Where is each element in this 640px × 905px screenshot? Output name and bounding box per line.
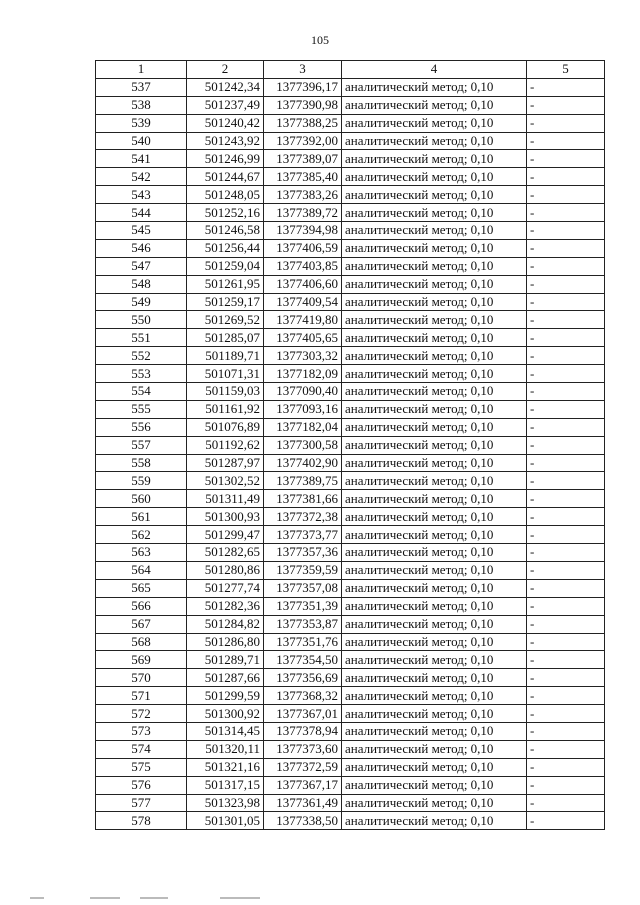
table-row <box>96 365 605 383</box>
table-cell: 1377392,00 <box>264 132 342 150</box>
table-cell: 1377388,25 <box>264 114 342 132</box>
table-cell: 501243,92 <box>187 132 264 150</box>
table-row <box>96 150 605 168</box>
table-row <box>96 114 605 132</box>
table-cell: - <box>527 168 605 186</box>
table-cell: аналитический метод; 0,10 <box>342 186 527 204</box>
table-cell: - <box>527 705 605 723</box>
table-row <box>96 794 605 812</box>
table-cell: 542 <box>96 168 187 186</box>
table-cell: аналитический метод; 0,10 <box>342 740 527 758</box>
table-cell: 576 <box>96 776 187 794</box>
table-cell: аналитический метод; 0,10 <box>342 526 527 544</box>
table-cell: 574 <box>96 740 187 758</box>
footer-scan-marks <box>30 897 330 901</box>
table-cell: - <box>527 579 605 597</box>
table-cell: 551 <box>96 329 187 347</box>
table-cell: аналитический метод; 0,10 <box>342 96 527 114</box>
table-cell: 1377381,66 <box>264 490 342 508</box>
table-cell: аналитический метод; 0,10 <box>342 257 527 275</box>
table-cell: 1377300,58 <box>264 436 342 454</box>
table-cell: 545 <box>96 222 187 240</box>
table-cell: 559 <box>96 472 187 490</box>
table-row <box>96 168 605 186</box>
table-cell: 501302,52 <box>187 472 264 490</box>
table-cell: 1377351,76 <box>264 633 342 651</box>
table-row <box>96 418 605 436</box>
table-cell: 1377357,08 <box>264 579 342 597</box>
table-cell: аналитический метод; 0,10 <box>342 669 527 687</box>
table-cell: 501287,97 <box>187 454 264 472</box>
table-cell: 1377402,90 <box>264 454 342 472</box>
table-cell: - <box>527 222 605 240</box>
table-row <box>96 239 605 257</box>
table-cell: аналитический метод; 0,10 <box>342 311 527 329</box>
table-cell: 578 <box>96 812 187 830</box>
table-cell: 501244,67 <box>187 168 264 186</box>
table-cell: 1377090,40 <box>264 383 342 401</box>
table-cell: аналитический метод; 0,10 <box>342 508 527 526</box>
table-cell: - <box>527 186 605 204</box>
table-cell: 501286,80 <box>187 633 264 651</box>
table-cell: аналитический метод; 0,10 <box>342 490 527 508</box>
table-cell: 501323,98 <box>187 794 264 812</box>
table-cell: аналитический метод; 0,10 <box>342 794 527 812</box>
table-row <box>96 186 605 204</box>
table-cell: 569 <box>96 651 187 669</box>
table-cell: 538 <box>96 96 187 114</box>
table-cell: - <box>527 472 605 490</box>
table-cell: 1377093,16 <box>264 400 342 418</box>
table-cell: 1377409,54 <box>264 293 342 311</box>
table-row <box>96 544 605 562</box>
table-cell: 501282,36 <box>187 597 264 615</box>
table-cell: 501277,74 <box>187 579 264 597</box>
table-cell: 501192,62 <box>187 436 264 454</box>
table-cell: 546 <box>96 239 187 257</box>
table-cell: 501299,47 <box>187 526 264 544</box>
table-cell: 577 <box>96 794 187 812</box>
table-cell: 558 <box>96 454 187 472</box>
table-cell: 1377367,01 <box>264 705 342 723</box>
table-cell: аналитический метод; 0,10 <box>342 168 527 186</box>
table-cell: аналитический метод; 0,10 <box>342 651 527 669</box>
table-cell: 548 <box>96 275 187 293</box>
table-cell: 1377372,38 <box>264 508 342 526</box>
table-cell: 501259,04 <box>187 257 264 275</box>
coordinates-table <box>95 60 605 830</box>
table-cell: - <box>527 150 605 168</box>
table-cell: аналитический метод; 0,10 <box>342 758 527 776</box>
table-cell: аналитический метод; 0,10 <box>342 597 527 615</box>
table-cell: 556 <box>96 418 187 436</box>
table-cell: 1377419,80 <box>264 311 342 329</box>
table-cell: 1377390,98 <box>264 96 342 114</box>
table-row <box>96 526 605 544</box>
table-cell: аналитический метод; 0,10 <box>342 383 527 401</box>
table-cell: 501320,11 <box>187 740 264 758</box>
table-cell: 567 <box>96 615 187 633</box>
table-cell: аналитический метод; 0,10 <box>342 347 527 365</box>
table-cell: 501237,49 <box>187 96 264 114</box>
table-cell: - <box>527 454 605 472</box>
table-cell: аналитический метод; 0,10 <box>342 78 527 96</box>
table-cell: 537 <box>96 78 187 96</box>
table-cell: 554 <box>96 383 187 401</box>
table-cell: - <box>527 293 605 311</box>
table-cell: 568 <box>96 633 187 651</box>
table-cell: аналитический метод; 0,10 <box>342 365 527 383</box>
table-cell: 573 <box>96 722 187 740</box>
table-cell: 501248,05 <box>187 186 264 204</box>
table-row <box>96 222 605 240</box>
table-cell: 561 <box>96 508 187 526</box>
table-cell: аналитический метод; 0,10 <box>342 275 527 293</box>
table-cell: 1377389,72 <box>264 204 342 222</box>
table-cell: - <box>527 383 605 401</box>
table-cell: 566 <box>96 597 187 615</box>
table-row <box>96 776 605 794</box>
table-cell: 501246,99 <box>187 150 264 168</box>
table-cell: - <box>527 311 605 329</box>
table-row <box>96 257 605 275</box>
table-cell: 1377353,87 <box>264 615 342 633</box>
column-header: 1 <box>96 61 187 79</box>
table-cell: аналитический метод; 0,10 <box>342 418 527 436</box>
table-cell: - <box>527 812 605 830</box>
table-cell: 501321,16 <box>187 758 264 776</box>
table-cell: - <box>527 275 605 293</box>
table-row <box>96 812 605 830</box>
table-cell: 501299,59 <box>187 687 264 705</box>
table-cell: - <box>527 132 605 150</box>
table-cell: - <box>527 722 605 740</box>
table-cell: 1377368,32 <box>264 687 342 705</box>
table-cell: 1377338,50 <box>264 812 342 830</box>
table-row <box>96 436 605 454</box>
table-cell: 564 <box>96 561 187 579</box>
table-cell: 1377361,49 <box>264 794 342 812</box>
table-cell: - <box>527 615 605 633</box>
table-cell: 501282,65 <box>187 544 264 562</box>
table-row <box>96 329 605 347</box>
table-cell: - <box>527 776 605 794</box>
table-row <box>96 293 605 311</box>
table-row <box>96 597 605 615</box>
table-cell: - <box>527 526 605 544</box>
table-cell: 1377367,17 <box>264 776 342 794</box>
table-cell: 501317,15 <box>187 776 264 794</box>
table-cell: 565 <box>96 579 187 597</box>
table-row <box>96 347 605 365</box>
table-cell: 501159,03 <box>187 383 264 401</box>
table-cell: 501246,58 <box>187 222 264 240</box>
table-cell: 552 <box>96 347 187 365</box>
table-cell: - <box>527 544 605 562</box>
table-cell: 1377351,39 <box>264 597 342 615</box>
table-cell: - <box>527 204 605 222</box>
table-cell: 1377182,04 <box>264 418 342 436</box>
table-cell: - <box>527 687 605 705</box>
table-cell: 501259,17 <box>187 293 264 311</box>
table-row <box>96 96 605 114</box>
table-cell: 1377354,50 <box>264 651 342 669</box>
table-cell: 501284,82 <box>187 615 264 633</box>
table-cell: 550 <box>96 311 187 329</box>
table-cell: 570 <box>96 669 187 687</box>
table-row <box>96 508 605 526</box>
table-cell: - <box>527 257 605 275</box>
table-cell: 1377406,59 <box>264 239 342 257</box>
table-cell: аналитический метод; 0,10 <box>342 561 527 579</box>
table-cell: - <box>527 78 605 96</box>
table-cell: 1377394,98 <box>264 222 342 240</box>
table-row <box>96 472 605 490</box>
table-cell: - <box>527 436 605 454</box>
table-cell: 1377406,60 <box>264 275 342 293</box>
table-row <box>96 132 605 150</box>
table-cell: 1377356,69 <box>264 669 342 687</box>
table-cell: 501161,92 <box>187 400 264 418</box>
table-cell: аналитический метод; 0,10 <box>342 615 527 633</box>
table-cell: 557 <box>96 436 187 454</box>
table-cell: 501189,71 <box>187 347 264 365</box>
table-cell: 501280,86 <box>187 561 264 579</box>
table-cell: 1377389,07 <box>264 150 342 168</box>
table-cell: 1377182,09 <box>264 365 342 383</box>
table-cell: 1377378,94 <box>264 722 342 740</box>
table-row <box>96 722 605 740</box>
table-header-row <box>96 61 605 79</box>
table-cell: 501240,42 <box>187 114 264 132</box>
table-cell: 1377389,75 <box>264 472 342 490</box>
table-cell: аналитический метод; 0,10 <box>342 722 527 740</box>
table-cell: - <box>527 400 605 418</box>
table-cell: 1377359,59 <box>264 561 342 579</box>
table-cell: 501301,05 <box>187 812 264 830</box>
table-cell: аналитический метод; 0,10 <box>342 579 527 597</box>
table-cell: аналитический метод; 0,10 <box>342 454 527 472</box>
table-cell: аналитический метод; 0,10 <box>342 239 527 257</box>
table-cell: аналитический метод; 0,10 <box>342 150 527 168</box>
column-header: 2 <box>187 61 264 79</box>
table-row <box>96 454 605 472</box>
table-cell: 501289,71 <box>187 651 264 669</box>
table-row <box>96 311 605 329</box>
table-cell: аналитический метод; 0,10 <box>342 400 527 418</box>
table-cell: 1377396,17 <box>264 78 342 96</box>
table-cell: 1377303,32 <box>264 347 342 365</box>
table-row <box>96 579 605 597</box>
table-cell: 549 <box>96 293 187 311</box>
table-cell: 540 <box>96 132 187 150</box>
table-cell: аналитический метод; 0,10 <box>342 293 527 311</box>
table-cell: 1377405,65 <box>264 329 342 347</box>
table-cell: 501242,34 <box>187 78 264 96</box>
table-cell: - <box>527 758 605 776</box>
table-cell: - <box>527 794 605 812</box>
table-cell: аналитический метод; 0,10 <box>342 544 527 562</box>
table-row <box>96 561 605 579</box>
table-cell: 501300,93 <box>187 508 264 526</box>
table-cell: - <box>527 651 605 669</box>
table-cell: аналитический метод; 0,10 <box>342 222 527 240</box>
table-cell: 1377357,36 <box>264 544 342 562</box>
table-cell: 575 <box>96 758 187 776</box>
table-cell: аналитический метод; 0,10 <box>342 776 527 794</box>
table-cell: 501256,44 <box>187 239 264 257</box>
table-cell: 501261,95 <box>187 275 264 293</box>
table-row <box>96 615 605 633</box>
table-cell: 501314,45 <box>187 722 264 740</box>
table-cell: 501287,66 <box>187 669 264 687</box>
table-cell: 571 <box>96 687 187 705</box>
table-cell: 1377383,26 <box>264 186 342 204</box>
table-cell: 547 <box>96 257 187 275</box>
table-cell: 501285,07 <box>187 329 264 347</box>
table-row <box>96 204 605 222</box>
table-cell: - <box>527 114 605 132</box>
table-cell: 1377403,85 <box>264 257 342 275</box>
table-row <box>96 78 605 96</box>
table-cell: 1377373,77 <box>264 526 342 544</box>
table-cell: аналитический метод; 0,10 <box>342 329 527 347</box>
table-cell: - <box>527 561 605 579</box>
table-cell: 560 <box>96 490 187 508</box>
table-body <box>96 78 605 829</box>
table-cell: аналитический метод; 0,10 <box>342 436 527 454</box>
table-row <box>96 740 605 758</box>
table-cell: - <box>527 239 605 257</box>
table-cell: аналитический метод; 0,10 <box>342 812 527 830</box>
table-cell: - <box>527 740 605 758</box>
table-row <box>96 651 605 669</box>
table-row <box>96 490 605 508</box>
table-cell: 544 <box>96 204 187 222</box>
page-number: 105 <box>311 33 329 47</box>
table-cell: - <box>527 347 605 365</box>
table-cell: 501071,31 <box>187 365 264 383</box>
table-cell: 501252,16 <box>187 204 264 222</box>
table-row <box>96 669 605 687</box>
column-header: 3 <box>264 61 342 79</box>
table-cell: 501076,89 <box>187 418 264 436</box>
table-cell: 1377373,60 <box>264 740 342 758</box>
table-cell: 541 <box>96 150 187 168</box>
column-header: 4 <box>342 61 527 79</box>
table-row <box>96 400 605 418</box>
table-cell: - <box>527 490 605 508</box>
table-cell: аналитический метод; 0,10 <box>342 114 527 132</box>
table-cell: 1377385,40 <box>264 168 342 186</box>
table-cell: 501311,49 <box>187 490 264 508</box>
table-cell: - <box>527 669 605 687</box>
table-cell: - <box>527 365 605 383</box>
table-cell: 553 <box>96 365 187 383</box>
table-cell: 543 <box>96 186 187 204</box>
table-cell: 562 <box>96 526 187 544</box>
table-row <box>96 705 605 723</box>
table-row <box>96 275 605 293</box>
table-cell: аналитический метод; 0,10 <box>342 705 527 723</box>
table-row <box>96 383 605 401</box>
column-header: 5 <box>527 61 605 79</box>
table-cell: аналитический метод; 0,10 <box>342 472 527 490</box>
table-cell: 1377372,59 <box>264 758 342 776</box>
table-cell: аналитический метод; 0,10 <box>342 204 527 222</box>
table-cell: - <box>527 633 605 651</box>
table-cell: 501269,52 <box>187 311 264 329</box>
table-cell: - <box>527 508 605 526</box>
table-cell: аналитический метод; 0,10 <box>342 633 527 651</box>
table-cell: - <box>527 329 605 347</box>
table-cell: 563 <box>96 544 187 562</box>
table-cell: 572 <box>96 705 187 723</box>
table-row <box>96 758 605 776</box>
table-cell: 539 <box>96 114 187 132</box>
table-cell: аналитический метод; 0,10 <box>342 132 527 150</box>
table-cell: - <box>527 418 605 436</box>
table-cell: аналитический метод; 0,10 <box>342 687 527 705</box>
table-row <box>96 687 605 705</box>
table-row <box>96 633 605 651</box>
table-cell: 501300,92 <box>187 705 264 723</box>
table-cell: 555 <box>96 400 187 418</box>
table-cell: - <box>527 597 605 615</box>
table-cell: - <box>527 96 605 114</box>
